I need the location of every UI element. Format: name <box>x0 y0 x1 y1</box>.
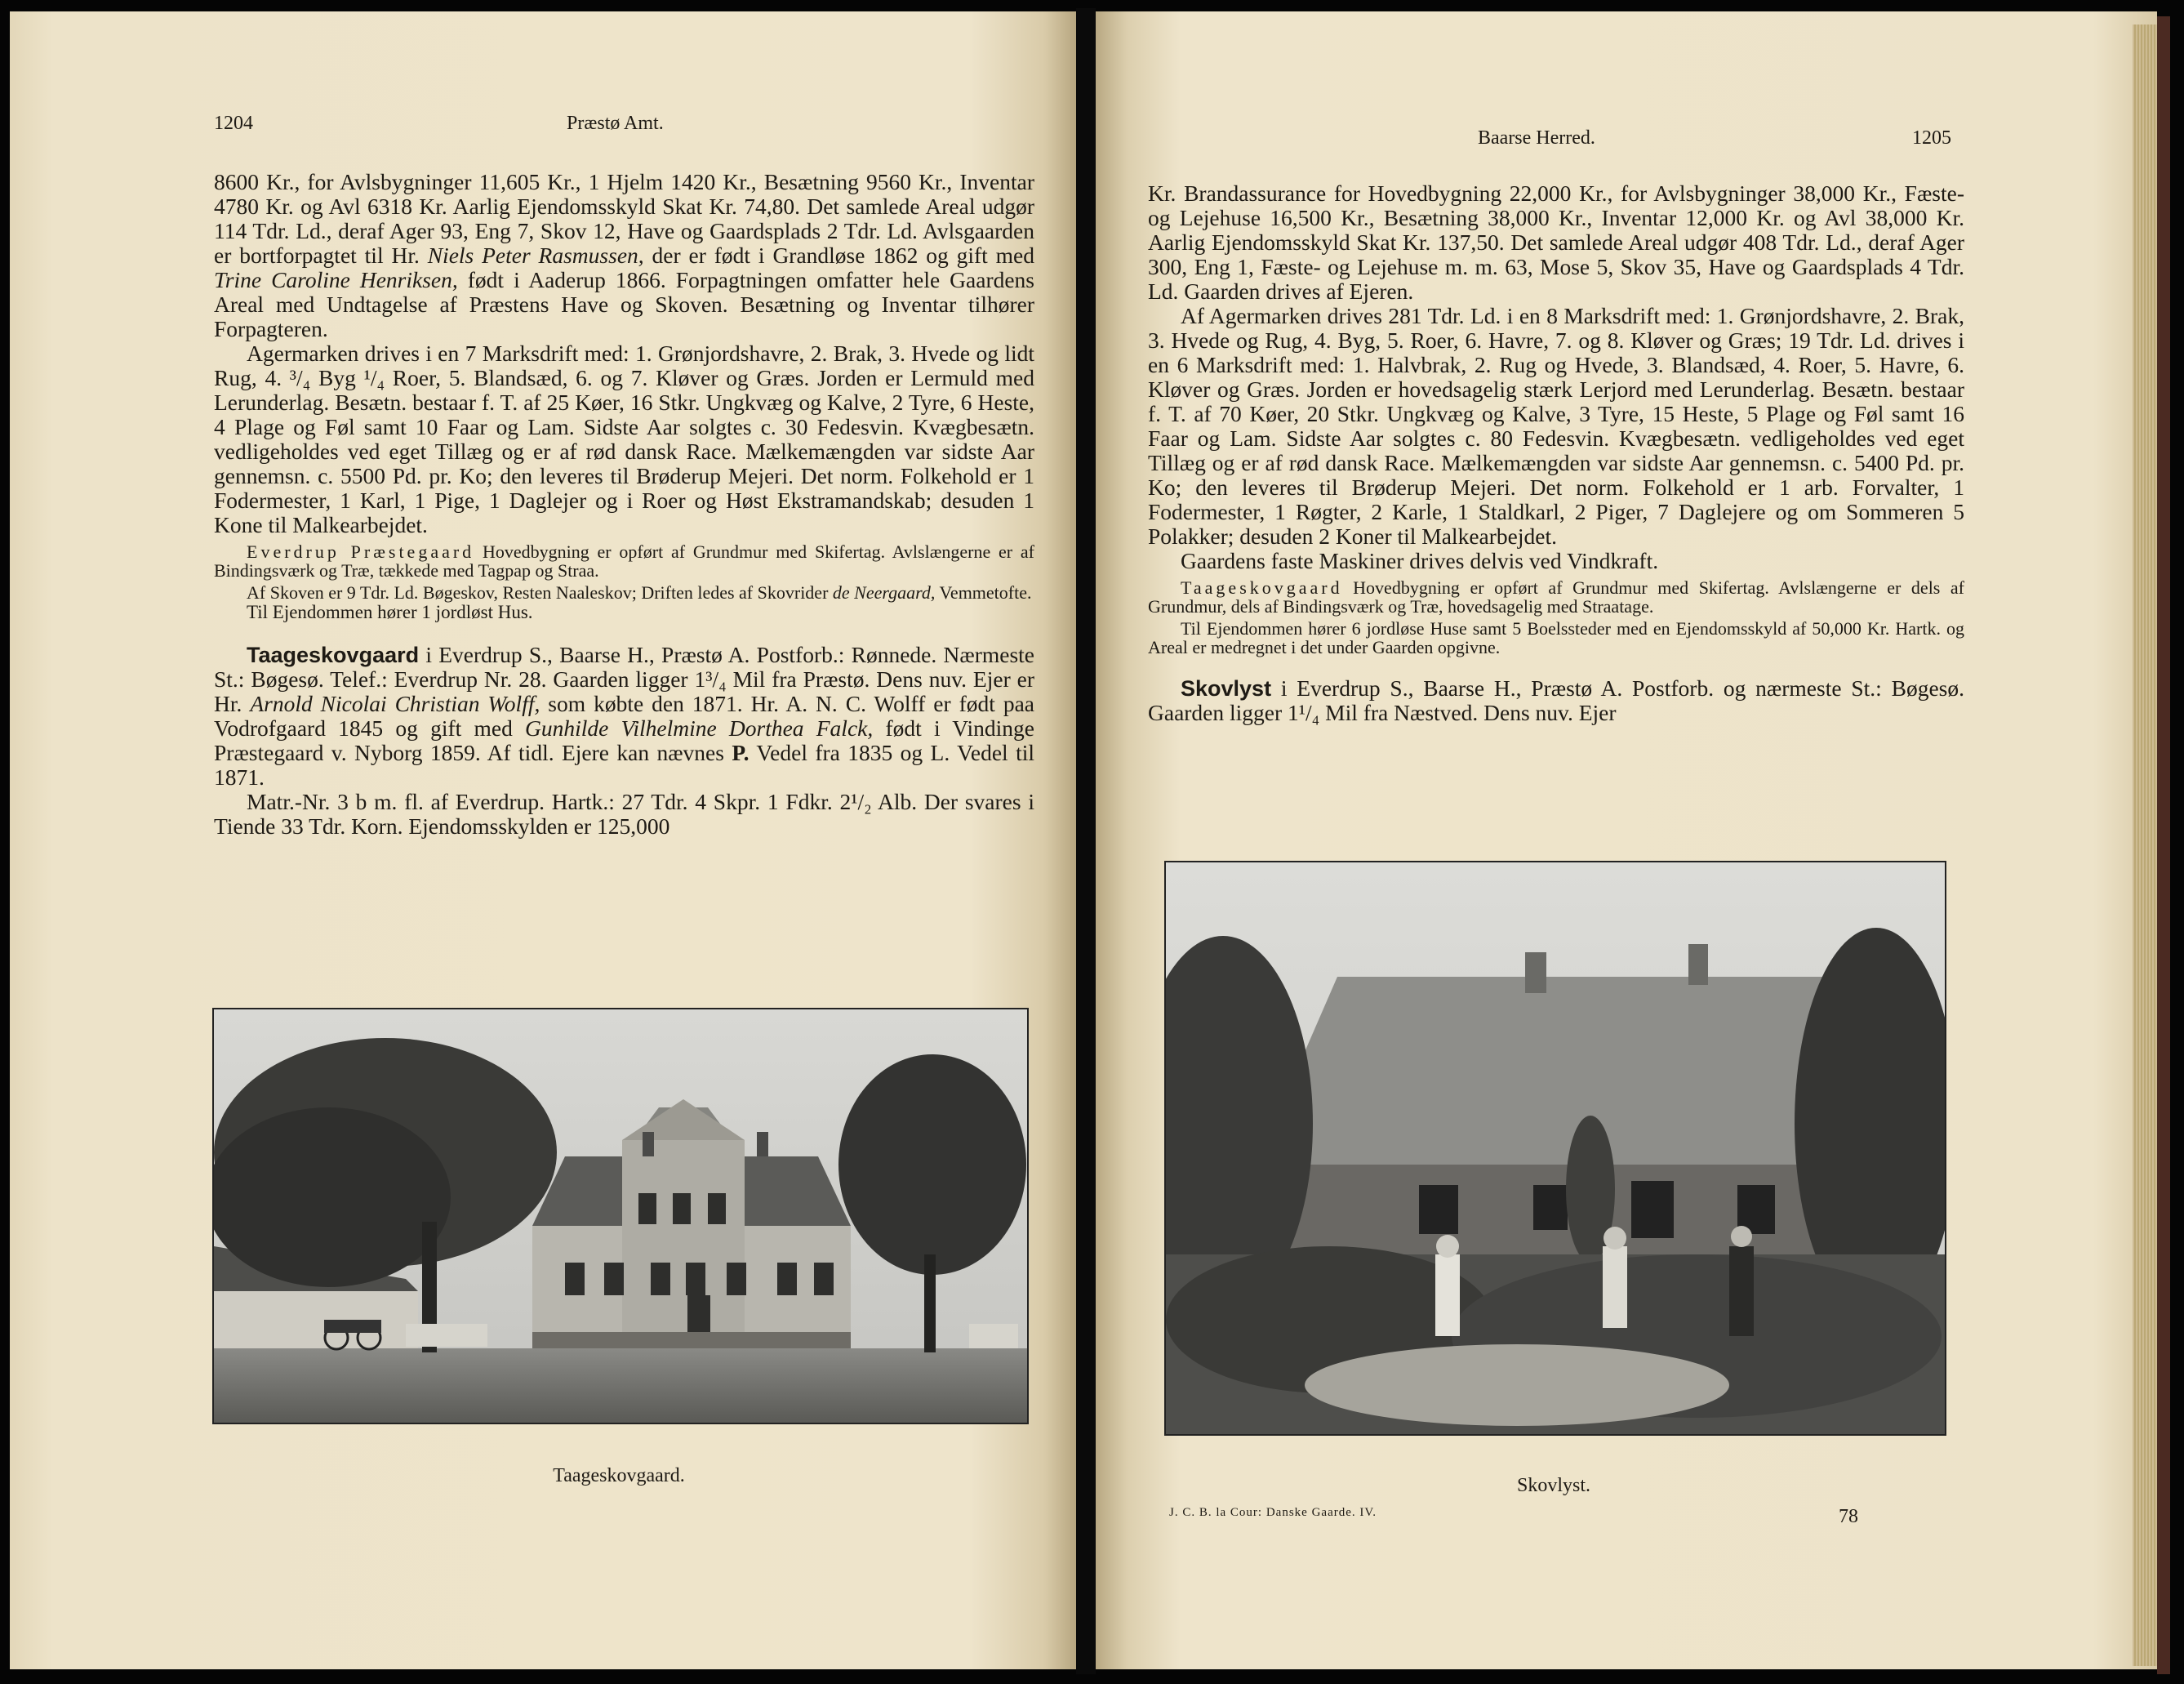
page-number: 1205 <box>1912 127 1951 149</box>
note-block <box>214 542 1034 602</box>
footer-signature: J. C. B. la Cour: Danske Gaarde. IV. <box>1169 1506 1377 1519</box>
left-page <box>10 11 1076 1669</box>
body-text <box>214 170 1034 839</box>
photo-taageskovgaard <box>212 1008 1029 1424</box>
book-cover-edge <box>2157 16 2170 1674</box>
photo-caption: Taageskovgaard. <box>553 1465 685 1486</box>
book-gutter <box>1076 8 1096 1674</box>
running-head: Baarse Herred. <box>1478 127 1595 149</box>
note: Taageskovgaard Hovedbygning er opført af Grundmur med Skifertag. Avlslængerne er dels af Grundmur, dels af Bindingsværk og Træ, hovedsagelig med Straatage. <box>1148 577 1964 617</box>
page-edges <box>2133 25 2157 1666</box>
photo-skovlyst <box>1164 861 1946 1436</box>
entry-paragraph: Taageskovgaard i Everdrup S., Baarse H., Præstø A. Postforb.: Rønnede. Nærmeste St.: Bøgesø. Telef.: Everdrup Nr. 28. Gaarden ligger 1³/₄ Mil fra Præstø. Dens nuv. Ejer er Hr. Arnold Nicolai Christian Wolff, som købte den 1871. Hr. A. N. C. Wolff er født paa Vodrofgaard 1845 og gift med Gunhilde Vilhelmine Dorthea Falck, født i Vindinge Præstegaard v. Nyborg 1859. Af tidl. Ejere kan nævnes P. Vedel fra 1835 og L. Vedel til 1871. <box>214 642 1034 790</box>
photo-illustration <box>1166 862 1945 1434</box>
sheet-number: 78 <box>1839 1506 1858 1527</box>
paragraph: Agermarken drives i en 7 Marksdrift med: 1. Grønjordshavre, 2. Brak, 3. Hvede og lidt Rug, 4. ³/₄ Byg ¹/₄ Roer, 5. Blandsæd, 6. og 7. Kløver og Græs. Jorden er Lermuld med Lerunderlag. Besætn. bestaar f. T. af 25 Køer, 16 Stkr. Ungkvæg og Kalve, 2 Tyre, 6 Heste, 4 Plage og Føl samt 10 Faar og Lam. Sidste Aar solgtes c. 30 Fedesvin. Kvægbesætn. vedligeholdes ved eget Tillæg og er af rød dansk Race. Mælkemængden var sidste Aar gennemsn. c. 5500 Pd. pr. Ko; den leveres til Brøderup Mejeri. Det norm. Folkehold er 1 Fodermester, 1 Karl, 1 Pige, 1 Daglejer og i Roer og Høst Ekstramandskab; desuden 1 Kone til Malkearbejdet. <box>214 341 1034 537</box>
note: Af Skoven er 9 Tdr. Ld. Bøgeskov, Resten Naaleskov; Driften ledes af Skovrider de Neergaard, Vemmetofte. <box>247 582 1032 603</box>
note: Til Ejendommen hører 6 jordløse Huse samt 5 Boelssteder med en Ejendomsskyld af 50,000 Kr. Hartk. og Areal er medregnet i det under Gaarden opgivne. <box>1148 618 1964 657</box>
photo-caption: Skovlyst. <box>1516 1475 1591 1496</box>
photo-illustration <box>214 1009 1027 1423</box>
paragraph: Af Agermarken drives 281 Tdr. Ld. i en 8 Marksdrift med: 1. Grønjordshavre, 2. Brak, 3. Hvede og Rug, 4. Byg, 5. Roer, 6. Havre, 7. og 8. Kløver og Græs; 19 Tdr. Ld. drives i en 6 Marksdrift med: 1. Halvbrak, 2. Rug og Hvede, 3. Blandsæd, 4. Roer, 5. Havre, 6. Kløver og Græs. Jorden er hovedsagelig stærk Lerjord med Lerunderlag. Besætn. bestaar f. T. af 70 Køer, 20 Stkr. Ungkvæg og Kalve, 3 Tyre, 15 Heste, 5 Plage og Føl samt 16 Faar og Lam. Sidste Aar solgtes c. 80 Fedesvin. Kvægbesætn. vedligeholdes ved eget Tillæg og er af rød dansk Race. Mælkemængden var sidste Aar gennemsn. c. 5400 Pd. pr. Ko; den leveres til Brøderup Mejeri. Det norm. Folkehold er 1 arb. Forvalter, 1 Fodermester, 1 Røgter, 2 Karle, 1 Staldkarl, 2 Piger, 7 Daglejere og om Sommeren 5 Polakker; desuden 2 Koner til Malkearbejdet. <box>1148 303 1964 549</box>
paragraph: 8600 Kr., for Avlsbygninger 11,605 Kr., 1 Hjelm 1420 Kr., Besætning 9560 Kr., Inventar 4780 Kr. og Avl 6318 Kr. Aarlig Ejendomsskyld Skat Kr. 74,80. Det samlede Areal udgør 114 Tdr. Ld., deraf Ager 93, Eng 7, Skov 12, Have og Gaardsplads 2 Tdr. Ld. Avlsgaarden er bortforpagtet til Hr. Niels Peter Rasmussen, der er født i Grandløse 1862 og gift med Trine Caroline Henriksen, født i Aaderup 1866. Forpagtningen omfatter hele Gaardens Areal med Undtagelse af Præstens Have og Skoven. Besætning og Inventar tilhører Forpagteren. <box>214 169 1035 341</box>
note: Everdrup Præstegaard Hovedbygning er opført af Grundmur med Skifertag. Avlslængerne er af Bindingsværk og Træ, tækkede med Tagpap og Straa. <box>214 541 1035 581</box>
running-head: Præstø Amt. <box>567 113 664 134</box>
page-number: 1204 <box>214 113 253 134</box>
body-text <box>1148 181 1964 725</box>
note: Til Ejendommen hører 1 jordløst Hus. <box>247 602 533 622</box>
paragraph: Kr. Brandassurance for Hovedbygning 22,000 Kr., for Avlsbygninger 38,000 Kr., Fæste- og Lejehuse 16,500 Kr., Besætning 38,000 Kr., Inventar 12,000 Kr. og Avl 38,000 Kr. Aarlig Ejendomsskyld Skat Kr. 137,50. Det samlede Areal udgør 408 Tdr. Ld., deraf Ager 300, Eng 1, Fæste- og Lejehuse m. m. 63, Mose 5, Skov 35, Have og Gaardsplads 4 Tdr. Ld. Gaarden drives af Ejeren. <box>1148 180 1964 304</box>
entry-paragraph: Skovlyst i Everdrup S., Baarse H., Præstø A. Postforb. og nærmeste St.: Bøgesø. Gaarden ligger 1¹/₄ Mil fra Næstved. Dens nuv. Ejer <box>1148 675 1964 725</box>
paragraph: Matr.-Nr. 3 b m. fl. af Everdrup. Hartk.: 27 Tdr. 4 Skpr. 1 Fdkr. 2¹/₂ Alb. Der svares i Tiende 33 Tdr. Korn. Ejendomsskylden er 125,000 <box>214 789 1034 839</box>
right-page <box>1096 11 2157 1669</box>
note-block <box>1148 578 1964 657</box>
paragraph: Gaardens faste Maskiner drives delvis ved Vindkraft. <box>1181 548 1659 573</box>
